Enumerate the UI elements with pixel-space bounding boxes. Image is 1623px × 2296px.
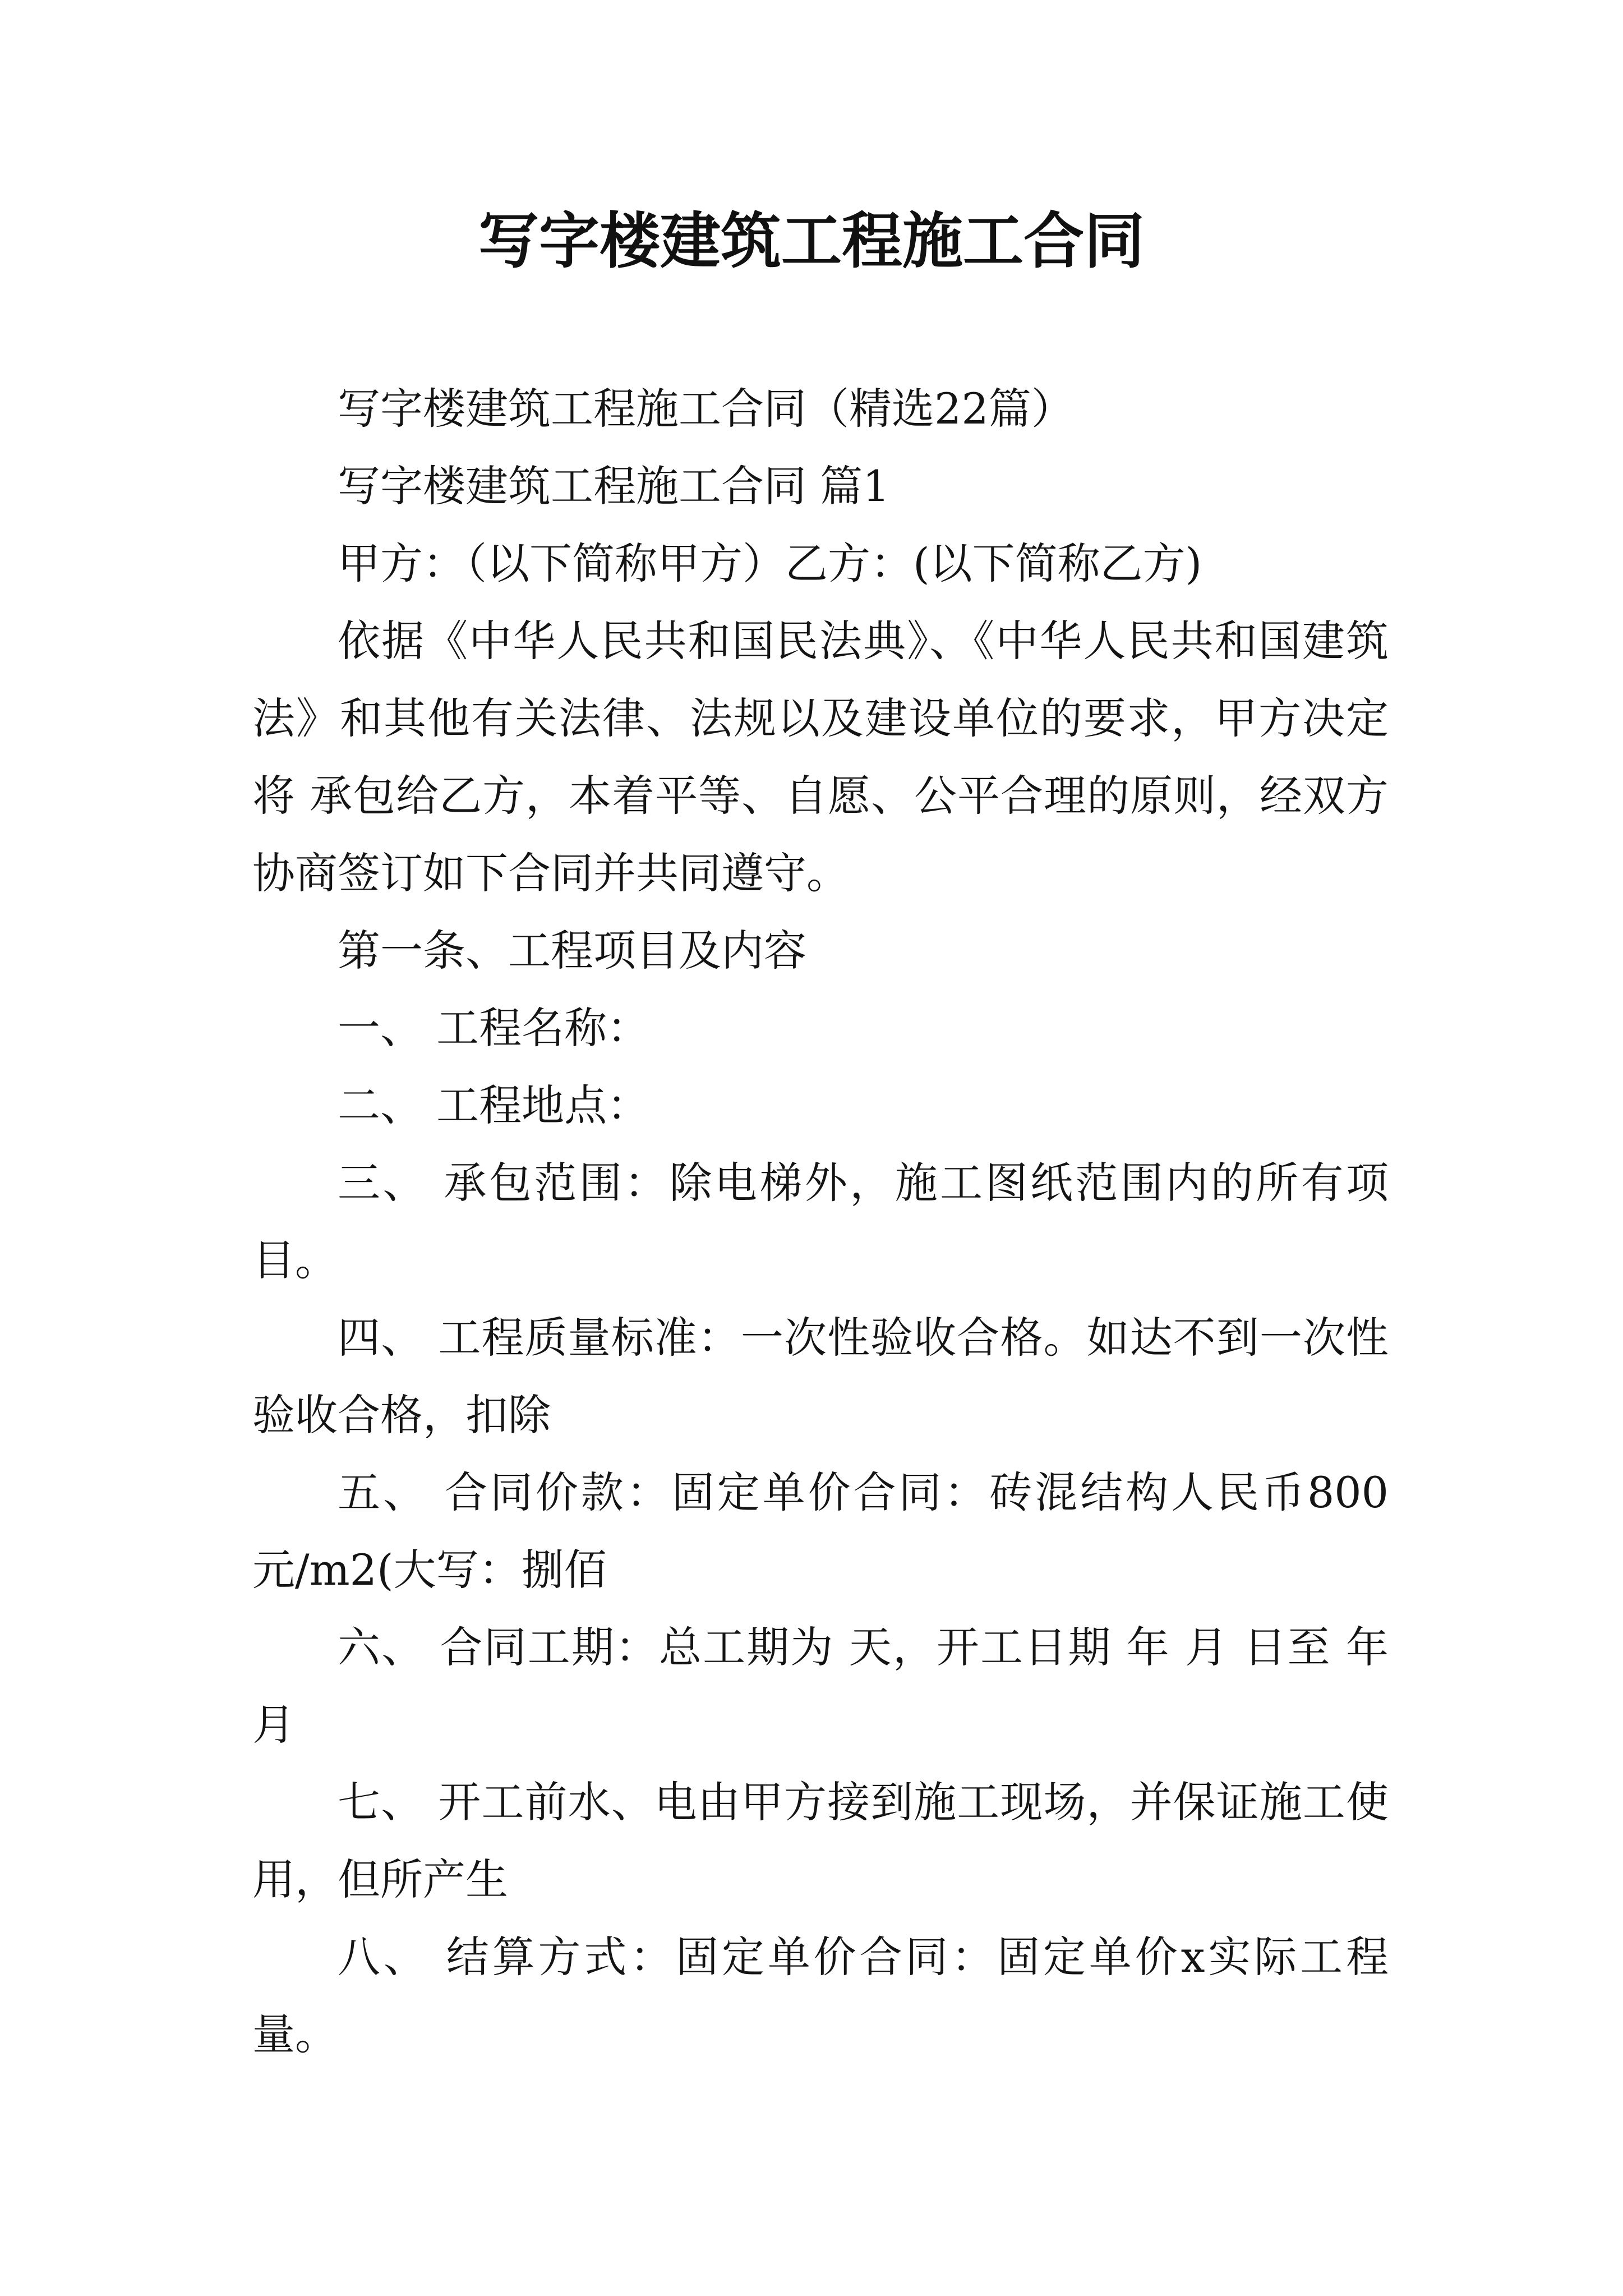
paragraph-heading: 写字楼建筑工程施工合同（精选22篇） xyxy=(338,384,1074,434)
paragraph-item-5: 五、 合同价款：固定单价合同：砖混结构人民币800元/m2(大写：捌佰 xyxy=(252,1467,1389,1595)
paragraph-basis: 依据《中华人民共和国民法典》、《中华人民共和国建筑法》和其他有关法律、法规以及建设单位的要求，甲方决定将 承包给乙方，本着平等、自愿、公平合理的原则，经双方协商签订如下合同并共同遵守。 xyxy=(252,616,1389,898)
paragraph-item-1: 一、 工程名称： xyxy=(338,1003,650,1053)
paragraph-item-4: 四、 工程质量标准：一次性验收合格。如达不到一次性验收合格，扣除 xyxy=(252,1313,1389,1440)
paragraph-item-8: 八、 结算方式：固定单价合同：固定单价x实际工程量。 xyxy=(252,1932,1389,2059)
paragraph-subheading: 写字楼建筑工程施工合同 篇1 xyxy=(338,461,890,511)
paragraph-item-2: 二、 工程地点： xyxy=(338,1080,650,1130)
paragraph-item-3: 三、 承包范围：除电梯外，施工图纸范围内的所有项目。 xyxy=(252,1158,1389,1285)
document-body xyxy=(252,370,1389,2073)
paragraph-parties: 甲方：（以下简称甲方）乙方：(以下简称乙方) xyxy=(338,539,1202,588)
paragraph-item-7: 七、 开工前水、电由甲方接到施工现场，并保证施工使用，但所产生 xyxy=(252,1777,1389,1904)
paragraph-article-one: 第一条、工程项目及内容 xyxy=(338,926,806,976)
document-title: 写字楼建筑工程施工合同 xyxy=(478,206,1145,277)
paragraph-item-6: 六、 合同工期：总工期为 天，开工日期 年 月 日至 年 月 xyxy=(252,1622,1389,1750)
